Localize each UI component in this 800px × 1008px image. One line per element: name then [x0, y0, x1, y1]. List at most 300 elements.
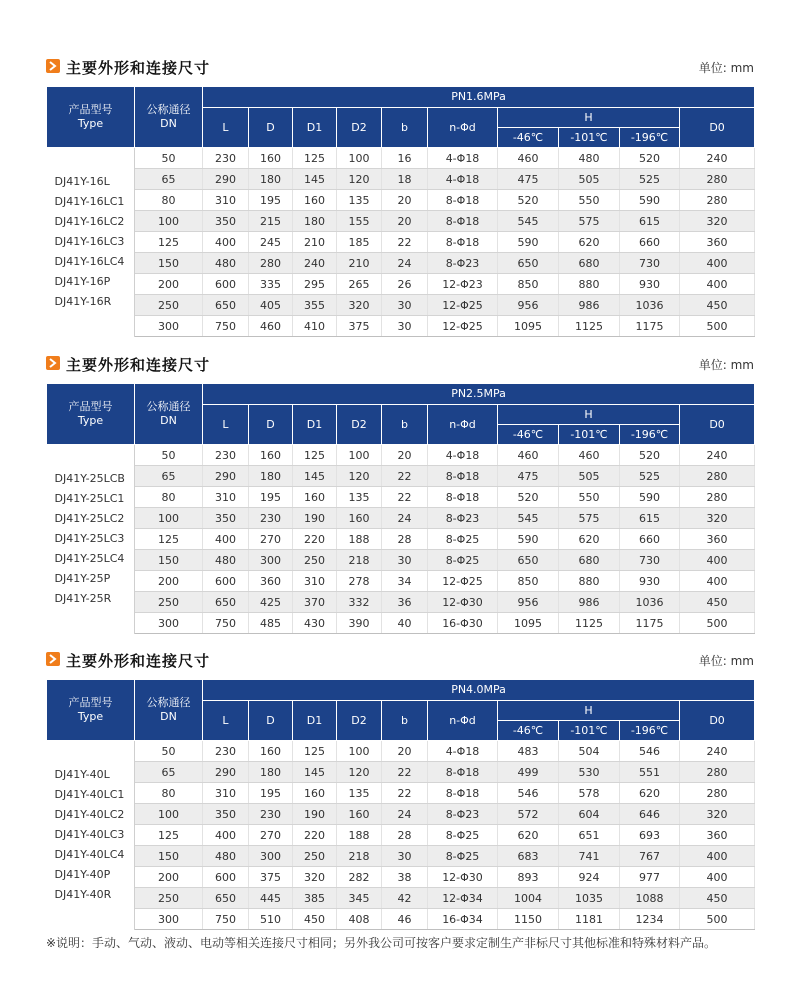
table-cell: 530	[559, 762, 620, 783]
table-cell: 30	[382, 846, 428, 867]
table-cell: 16-Φ30	[428, 613, 498, 634]
table-cell: 8-Φ25	[428, 846, 498, 867]
table-cell: 850	[498, 274, 559, 295]
pressure-header: PN4.0MPa	[203, 680, 755, 701]
table-cell: 160	[293, 783, 337, 804]
model-name: DJ41Y-40P	[54, 868, 111, 882]
table-cell: 290	[203, 169, 249, 190]
table-cell: 590	[620, 487, 680, 508]
dn-header	[135, 680, 203, 741]
table-cell: 730	[620, 550, 680, 571]
table-cell: 977	[620, 867, 680, 888]
table-cell: 12-Φ30	[428, 867, 498, 888]
table-cell: 600	[203, 274, 249, 295]
table-cell: 125	[293, 741, 337, 762]
table-cell: 880	[559, 571, 620, 592]
col-header-nd: n-Φd	[428, 701, 498, 741]
col-header-d0: D0	[680, 108, 755, 148]
table-cell: 46	[382, 909, 428, 930]
model-list	[47, 445, 135, 634]
col-header-temp: -101℃	[559, 721, 620, 741]
col-header-temp: -46℃	[498, 425, 559, 445]
table-row	[47, 825, 755, 846]
table-cell: 30	[382, 550, 428, 571]
table-cell: 38	[382, 867, 428, 888]
model-name: DJ41Y-25LC1	[54, 492, 125, 506]
table-cell: 160	[249, 148, 293, 169]
table-cell: 150	[135, 550, 203, 571]
table-cell: 546	[620, 741, 680, 762]
model-name: DJ41Y-16L	[54, 175, 110, 189]
table-cell: 22	[382, 466, 428, 487]
type-header	[47, 87, 135, 148]
table-cell: 12-Φ34	[428, 888, 498, 909]
col-header-temp: -196℃	[620, 721, 680, 741]
table-cell: 188	[337, 529, 382, 550]
table-cell: 8-Φ25	[428, 825, 498, 846]
table-cell: 500	[680, 909, 755, 930]
table-cell: 405	[249, 295, 293, 316]
table-cell: 310	[203, 783, 249, 804]
spec-section	[46, 650, 754, 930]
table-cell: 500	[680, 613, 755, 634]
table-cell: 485	[249, 613, 293, 634]
table-cell: 20	[382, 211, 428, 232]
table-cell: 100	[337, 148, 382, 169]
table-cell: 320	[337, 295, 382, 316]
table-row	[47, 253, 755, 274]
table-cell: 270	[249, 529, 293, 550]
table-cell: 180	[293, 211, 337, 232]
section-title: 主要外形和连接尺寸	[66, 59, 211, 77]
table-cell: 620	[559, 529, 620, 550]
type-header	[47, 384, 135, 445]
table-row	[47, 190, 755, 211]
table-cell: 295	[293, 274, 337, 295]
table-cell: 4-Φ18	[428, 169, 498, 190]
table-cell: 160	[337, 804, 382, 825]
section-title: 主要外形和连接尺寸	[66, 356, 211, 374]
table-cell: 650	[203, 295, 249, 316]
table-cell: 360	[680, 825, 755, 846]
table-cell: 12-Φ30	[428, 592, 498, 613]
col-header-temp: -46℃	[498, 128, 559, 148]
table-cell: 282	[337, 867, 382, 888]
model-name: DJ41Y-25LC3	[54, 532, 125, 546]
table-cell: 180	[249, 169, 293, 190]
table-cell: 20	[382, 445, 428, 466]
table-cell: 520	[620, 148, 680, 169]
table-cell: 620	[559, 232, 620, 253]
type-header-en: Type	[77, 414, 104, 427]
table-cell: 8-Φ18	[428, 783, 498, 804]
table-cell: 65	[135, 762, 203, 783]
table-cell: 8-Φ18	[428, 487, 498, 508]
table-cell: 215	[249, 211, 293, 232]
model-name: DJ41Y-40L	[54, 768, 110, 782]
table-cell: 956	[498, 295, 559, 316]
model-name: DJ41Y-25P	[54, 572, 111, 586]
model-list	[47, 741, 135, 930]
col-header-l: L	[203, 108, 249, 148]
table-cell: 280	[680, 762, 755, 783]
table-cell: 135	[337, 783, 382, 804]
col-header-l: L	[203, 701, 249, 741]
table-cell: 8-Φ18	[428, 232, 498, 253]
table-cell: 8-Φ23	[428, 508, 498, 529]
table-cell: 8-Φ18	[428, 211, 498, 232]
table-row	[47, 571, 755, 592]
col-header-b: b	[382, 701, 428, 741]
table-row	[47, 550, 755, 571]
table-cell: 125	[135, 825, 203, 846]
table-cell: 20	[382, 741, 428, 762]
table-row	[47, 466, 755, 487]
table-cell: 400	[680, 550, 755, 571]
table-cell: 180	[249, 466, 293, 487]
table-cell: 18	[382, 169, 428, 190]
table-cell: 145	[293, 466, 337, 487]
table-cell: 550	[559, 190, 620, 211]
model-name: DJ41Y-16LC1	[54, 195, 125, 209]
table-cell: 40	[382, 613, 428, 634]
table-cell: 22	[382, 762, 428, 783]
table-cell: 8-Φ25	[428, 529, 498, 550]
table-cell: 345	[337, 888, 382, 909]
table-cell: 230	[203, 445, 249, 466]
model-name: DJ41Y-16LC2	[54, 215, 125, 229]
table-cell: 499	[498, 762, 559, 783]
pressure-header: PN2.5MPa	[203, 384, 755, 405]
section-header	[46, 650, 754, 674]
table-cell: 265	[337, 274, 382, 295]
table-cell: 320	[293, 867, 337, 888]
dn-header-en: DN	[160, 710, 177, 723]
col-header-d2: D2	[337, 108, 382, 148]
model-name: DJ41Y-16LC4	[54, 255, 125, 269]
table-cell: 190	[293, 508, 337, 529]
table-cell: 240	[293, 253, 337, 274]
table-cell: 8-Φ18	[428, 190, 498, 211]
type-header	[47, 680, 135, 741]
table-cell: 30	[382, 316, 428, 337]
table-cell: 510	[249, 909, 293, 930]
table-cell: 310	[293, 571, 337, 592]
type-header-en: Type	[77, 710, 104, 723]
table-cell: 1175	[620, 613, 680, 634]
model-name: DJ41Y-25LC4	[54, 552, 125, 566]
table-row	[47, 762, 755, 783]
table-cell: 135	[337, 487, 382, 508]
table-cell: 480	[203, 846, 249, 867]
table-cell: 280	[680, 466, 755, 487]
table-cell: 160	[249, 741, 293, 762]
table-cell: 578	[559, 783, 620, 804]
arrow-right-icon	[46, 59, 60, 73]
model-name: DJ41Y-40LC4	[54, 848, 125, 862]
table-wrap	[46, 383, 754, 634]
table-cell: 408	[337, 909, 382, 930]
table-cell: 400	[203, 529, 249, 550]
table-cell: 230	[203, 148, 249, 169]
table-cell: 230	[249, 508, 293, 529]
table-cell: 280	[249, 253, 293, 274]
table-cell: 850	[498, 571, 559, 592]
table-cell: 125	[293, 445, 337, 466]
table-cell: 195	[249, 487, 293, 508]
table-cell: 218	[337, 846, 382, 867]
table-row	[47, 846, 755, 867]
table-cell: 546	[498, 783, 559, 804]
table-cell: 660	[620, 529, 680, 550]
table-row	[47, 867, 755, 888]
table-row	[47, 148, 755, 169]
table-cell: 160	[293, 190, 337, 211]
col-header-temp: -46℃	[498, 721, 559, 741]
table-cell: 1095	[498, 613, 559, 634]
table-cell: 575	[559, 508, 620, 529]
table-cell: 12-Φ25	[428, 316, 498, 337]
table-cell: 545	[498, 211, 559, 232]
table-cell: 230	[203, 741, 249, 762]
table-cell: 42	[382, 888, 428, 909]
table-cell: 572	[498, 804, 559, 825]
table-cell: 218	[337, 550, 382, 571]
table-cell: 500	[680, 316, 755, 337]
table-cell: 280	[680, 783, 755, 804]
col-header-d: D	[249, 701, 293, 741]
col-header-temp: -101℃	[559, 128, 620, 148]
col-header-d: D	[249, 108, 293, 148]
col-header-d: D	[249, 405, 293, 445]
col-header-nd: n-Φd	[428, 108, 498, 148]
spec-section	[46, 354, 754, 634]
table-row	[47, 232, 755, 253]
table-cell: 520	[620, 445, 680, 466]
table-cell: 8-Φ25	[428, 550, 498, 571]
table-cell: 693	[620, 825, 680, 846]
table-cell: 683	[498, 846, 559, 867]
table-cell: 8-Φ23	[428, 804, 498, 825]
table-cell: 505	[559, 466, 620, 487]
table-cell: 280	[680, 487, 755, 508]
table-cell: 80	[135, 487, 203, 508]
table-cell: 450	[680, 592, 755, 613]
table-cell: 430	[293, 613, 337, 634]
table-cell: 28	[382, 825, 428, 846]
table-cell: 250	[135, 592, 203, 613]
type-header-cn: 产品型号	[68, 696, 113, 709]
table-cell: 620	[620, 783, 680, 804]
table-cell: 651	[559, 825, 620, 846]
table-cell: 100	[135, 508, 203, 529]
table-cell: 145	[293, 762, 337, 783]
arrow-right-icon	[46, 652, 60, 666]
table-cell: 290	[203, 762, 249, 783]
table-cell: 750	[203, 613, 249, 634]
table-cell: 250	[135, 888, 203, 909]
table-cell: 120	[337, 466, 382, 487]
table-cell: 1234	[620, 909, 680, 930]
col-header-temp: -101℃	[559, 425, 620, 445]
table-wrap	[46, 86, 754, 337]
table-cell: 332	[337, 592, 382, 613]
model-name: DJ41Y-40R	[54, 888, 112, 902]
dn-header	[135, 87, 203, 148]
table-cell: 310	[203, 487, 249, 508]
table-cell: 460	[249, 316, 293, 337]
table-cell: 385	[293, 888, 337, 909]
table-cell: 590	[620, 190, 680, 211]
table-cell: 280	[680, 190, 755, 211]
table-cell: 1004	[498, 888, 559, 909]
table-cell: 16	[382, 148, 428, 169]
col-header-h: H	[498, 108, 680, 128]
type-header-cn: 产品型号	[68, 400, 113, 413]
dn-header-en: DN	[160, 414, 177, 427]
table-cell: 320	[680, 211, 755, 232]
table-row	[47, 592, 755, 613]
model-name: DJ41Y-25LC2	[54, 512, 125, 526]
col-header-l: L	[203, 405, 249, 445]
table-cell: 320	[680, 804, 755, 825]
table-cell: 150	[135, 846, 203, 867]
table-cell: 1036	[620, 592, 680, 613]
table-cell: 1125	[559, 613, 620, 634]
table-cell: 590	[498, 529, 559, 550]
table-cell: 300	[135, 909, 203, 930]
table-cell: 240	[680, 148, 755, 169]
table-cell: 741	[559, 846, 620, 867]
table-cell: 450	[680, 888, 755, 909]
table-cell: 50	[135, 445, 203, 466]
table-cell: 300	[249, 550, 293, 571]
table-cell: 22	[382, 232, 428, 253]
table-cell: 240	[680, 445, 755, 466]
table-cell: 125	[135, 529, 203, 550]
table-cell: 100	[337, 741, 382, 762]
table-cell: 1125	[559, 316, 620, 337]
col-header-d1: D1	[293, 108, 337, 148]
table-cell: 125	[293, 148, 337, 169]
table-cell: 50	[135, 741, 203, 762]
table-cell: 1095	[498, 316, 559, 337]
table-cell: 750	[203, 909, 249, 930]
table-row	[47, 529, 755, 550]
dn-header-cn: 公称通径	[146, 103, 191, 116]
table-cell: 680	[559, 550, 620, 571]
table-cell: 475	[498, 466, 559, 487]
table-cell: 355	[293, 295, 337, 316]
table-cell: 615	[620, 211, 680, 232]
table-cell: 1181	[559, 909, 620, 930]
table-cell: 525	[620, 169, 680, 190]
table-cell: 65	[135, 169, 203, 190]
table-cell: 220	[293, 529, 337, 550]
table-cell: 24	[382, 253, 428, 274]
table-cell: 924	[559, 867, 620, 888]
table-cell: 195	[249, 190, 293, 211]
table-cell: 650	[498, 550, 559, 571]
table-cell: 300	[135, 316, 203, 337]
table-cell: 590	[498, 232, 559, 253]
table-cell: 36	[382, 592, 428, 613]
table-cell: 350	[203, 211, 249, 232]
table-cell: 280	[680, 169, 755, 190]
model-name: DJ41Y-25R	[54, 592, 112, 606]
table-cell: 12-Φ23	[428, 274, 498, 295]
col-header-h: H	[498, 405, 680, 425]
table-cell: 400	[680, 867, 755, 888]
table-cell: 230	[249, 804, 293, 825]
table-cell: 1035	[559, 888, 620, 909]
dn-header-cn: 公称通径	[146, 400, 191, 413]
table-cell: 425	[249, 592, 293, 613]
model-name: DJ41Y-25LCB	[54, 472, 125, 486]
table-cell: 350	[203, 804, 249, 825]
table-cell: 290	[203, 466, 249, 487]
table-cell: 335	[249, 274, 293, 295]
table-cell: 155	[337, 211, 382, 232]
table-cell: 125	[135, 232, 203, 253]
table-row	[47, 613, 755, 634]
table-row	[47, 487, 755, 508]
table-cell: 730	[620, 253, 680, 274]
table-cell: 4-Φ18	[428, 741, 498, 762]
table-row	[47, 741, 755, 762]
table-cell: 185	[337, 232, 382, 253]
spec-table	[46, 86, 755, 337]
col-header-d0: D0	[680, 701, 755, 741]
table-cell: 34	[382, 571, 428, 592]
spec-table	[46, 383, 755, 634]
model-list	[47, 148, 135, 337]
pressure-header: PN1.6MPa	[203, 87, 755, 108]
table-cell: 310	[203, 190, 249, 211]
table-cell: 450	[680, 295, 755, 316]
table-cell: 200	[135, 867, 203, 888]
table-cell: 460	[498, 148, 559, 169]
table-cell: 200	[135, 274, 203, 295]
footnote: ※说明：手动、气动、液动、电动等相关连接尺寸相同；另外我公司可按客户要求定制生产非标尺寸其他标准和特殊材料产品。	[46, 936, 717, 950]
col-header-h: H	[498, 701, 680, 721]
table-cell: 400	[680, 846, 755, 867]
table-row	[47, 909, 755, 930]
table-cell: 604	[559, 804, 620, 825]
model-name: DJ41Y-40LC1	[54, 788, 125, 802]
table-cell: 400	[680, 571, 755, 592]
table-cell: 360	[680, 529, 755, 550]
table-cell: 445	[249, 888, 293, 909]
table-cell: 8-Φ18	[428, 466, 498, 487]
table-cell: 767	[620, 846, 680, 867]
table-cell: 620	[498, 825, 559, 846]
table-cell: 220	[293, 825, 337, 846]
table-cell: 135	[337, 190, 382, 211]
table-cell: 50	[135, 148, 203, 169]
table-cell: 615	[620, 508, 680, 529]
table-cell: 8-Φ23	[428, 253, 498, 274]
table-cell: 505	[559, 169, 620, 190]
table-cell: 188	[337, 825, 382, 846]
table-cell: 22	[382, 783, 428, 804]
section-header	[46, 57, 754, 81]
table-cell: 160	[337, 508, 382, 529]
table-cell: 1036	[620, 295, 680, 316]
table-cell: 520	[498, 487, 559, 508]
table-row	[47, 783, 755, 804]
table-cell: 600	[203, 571, 249, 592]
